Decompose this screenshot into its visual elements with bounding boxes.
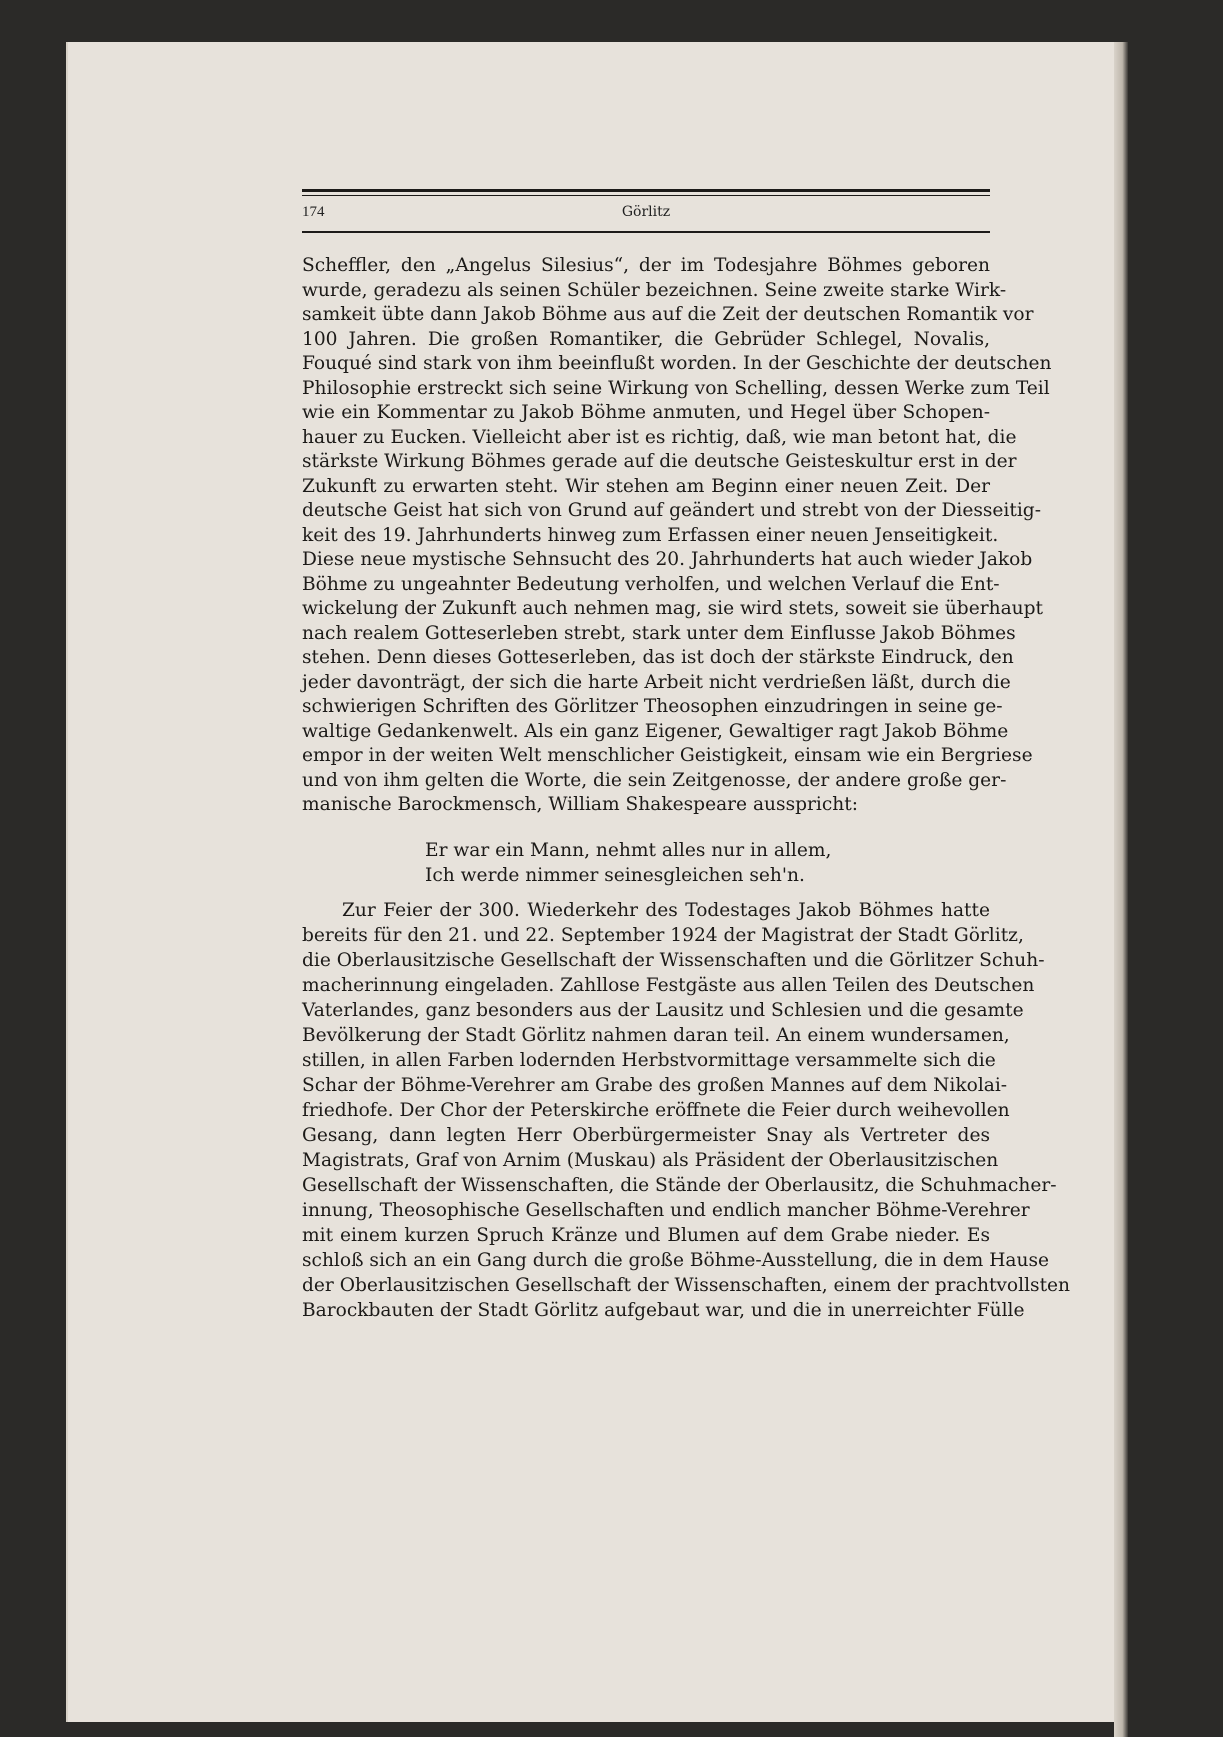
header-rule-bottom	[302, 231, 990, 233]
text-line: Gesang, dann legten Herr Oberbürgermeister Snay als Vertreter des	[302, 1125, 990, 1146]
text-line: deutsche Geist hat sich von Grund auf geändert und strebt von der Diesseitig-	[302, 500, 1041, 521]
text-line: empor in der weiten Welt menschlicher Geistigkeit, einsam wie ein Bergriese	[302, 745, 1033, 766]
running-title: Görlitz	[621, 204, 671, 220]
text-line: Schar der Böhme-Verehrer am Grabe des großen Mannes auf dem Nikolai-	[302, 1075, 1008, 1096]
text-line: Bevölkerung der Stadt Görlitz nahmen daran teil. An einem wundersamen,	[302, 1025, 1010, 1046]
text-line: keit des 19. Jahrhunderts hinweg zum Erfassen einer neuen Jenseitigkeit.	[302, 524, 999, 546]
paragraph-1	[302, 254, 1052, 818]
text-line: Magistrats, Graf von Arnim (Muskau) als Präsident der Oberlausitzischen	[302, 1150, 999, 1171]
text-line: macherinnung eingeladen. Zahllose Festgäste aus allen Teilen des Deutschen	[302, 975, 1035, 996]
text-line: waltige Gedankenwelt. Als ein ganz Eigener, Gewaltiger ragt Jakob Böhme	[302, 720, 1009, 742]
verse-quote	[425, 838, 831, 888]
text-line: bereits für den 21. und 22. September 1924 der Magistrat der Stadt Görlitz,	[302, 925, 1024, 946]
text-line: stärkste Wirkung Böhmes gerade auf die deutsche Geisteskultur erst in der	[302, 451, 1017, 472]
text-line: Gesellschaft der Wissenschaften, die Stände der Oberlausitz, die Schuhmacher-	[302, 1175, 1057, 1196]
header-rule-thin	[302, 195, 990, 196]
running-header	[302, 200, 990, 226]
text-line: Zukunft zu erwarten steht. Wir stehen am Beginn einer neuen Zeit. Der	[302, 475, 990, 497]
text-line: wickelung der Zukunft auch nehmen mag, sie wird stets, soweit sie überhaupt	[302, 598, 1043, 619]
text-line: die Oberlausitzische Gesellschaft der Wissenschaften und die Görlitzer Schuh-	[302, 950, 1045, 971]
text-line: Scheffler, den „Angelus Silesius“, der im Todesjahre Böhmes geboren	[302, 255, 990, 276]
text-line: stillen, in allen Farben lodernden Herbstvormittage versammelte sich die	[302, 1050, 996, 1071]
text-line: Fouqué sind stark von ihm beeinflußt worden. In der Geschichte der deutschen	[302, 353, 1052, 374]
text-line: samkeit übte dann Jakob Böhme aus auf die Zeit der deutschen Romantik vor	[302, 304, 1034, 325]
header-rule-top	[302, 189, 990, 192]
text-line: Barockbauten der Stadt Görlitz aufgebaut war, und die in unerreichter Fülle	[302, 1300, 1025, 1321]
text-line: der Oberlausitzischen Gesellschaft der Wissenschaften, einem der prachtvollsten	[302, 1275, 1071, 1296]
text-line: wurde, geradezu als seinen Schüler bezeichnen. Seine zweite starke Wirk-	[302, 279, 1007, 301]
text-line: Diese neue mystische Sehnsucht des 20. Jahrhunderts hat auch wieder Jakob	[302, 549, 1033, 570]
text-line: mit einem kurzen Spruch Kränze und Blumen auf dem Grabe nieder. Es	[302, 1225, 990, 1246]
text-line: Philosophie erstreckt sich seine Wirkung von Schelling, dessen Werke zum Teil	[302, 377, 1050, 399]
text-line: 100 Jahren. Die großen Romantiker, die Gebrüder Schlegel, Novalis,	[302, 328, 990, 350]
text-line: innung, Theosophische Gesellschaften und endlich mancher Böhme-Verehrer	[302, 1200, 1030, 1221]
text-line: wie ein Kommentar zu Jakob Böhme anmuten, und Hegel über Schopen-	[302, 402, 990, 423]
page-number: 174	[302, 204, 325, 220]
verse-line: Ich werde nimmer seinesgleichen seh'n.	[425, 865, 805, 886]
text-line: hauer zu Eucken. Vielleicht aber ist es richtig, daß, wie man betont hat, die	[302, 426, 1017, 448]
text-line: friedhofe. Der Chor der Peterskirche eröffnete die Feier durch weihevollen	[302, 1100, 1010, 1121]
text-line: manische Barockmensch, William Shakespeare ausspricht:	[302, 794, 858, 815]
text-line: Zur Feier der 300. Wiederkehr des Todestages Jakob Böhmes hatte	[342, 900, 990, 921]
text-line: schloß sich an ein Gang durch die große Böhme-Ausstellung, die in dem Hause	[302, 1250, 1050, 1271]
verse-line: Er war ein Mann, nehmt alles nur in allem,	[425, 840, 832, 861]
text-line: nach realem Gotteserleben strebt, stark unter dem Einflusse Jakob Böhmes	[302, 622, 1016, 644]
text-line: stehen. Denn dieses Gotteserleben, das ist doch der stärkste Eindruck, den	[302, 647, 1014, 668]
text-line: Böhme zu ungeahnter Bedeutung verholfen, und welchen Verlauf die Ent-	[302, 573, 1000, 595]
text-line: schwierigen Schriften des Görlitzer Theosophen einzudringen in seine ge-	[302, 696, 1003, 717]
page-edge	[1114, 42, 1128, 1737]
text-line: jeder davonträgt, der sich die harte Arbeit nicht verdrießen läßt, durch die	[302, 671, 1011, 693]
text-line: und von ihm gelten die Worte, die sein Zeitgenosse, der andere große ger-	[302, 769, 1007, 791]
paragraph-2	[302, 898, 1071, 1323]
text-line: Vaterlandes, ganz besonders aus der Lausitz und Schlesien und die gesamte	[302, 1000, 1024, 1021]
